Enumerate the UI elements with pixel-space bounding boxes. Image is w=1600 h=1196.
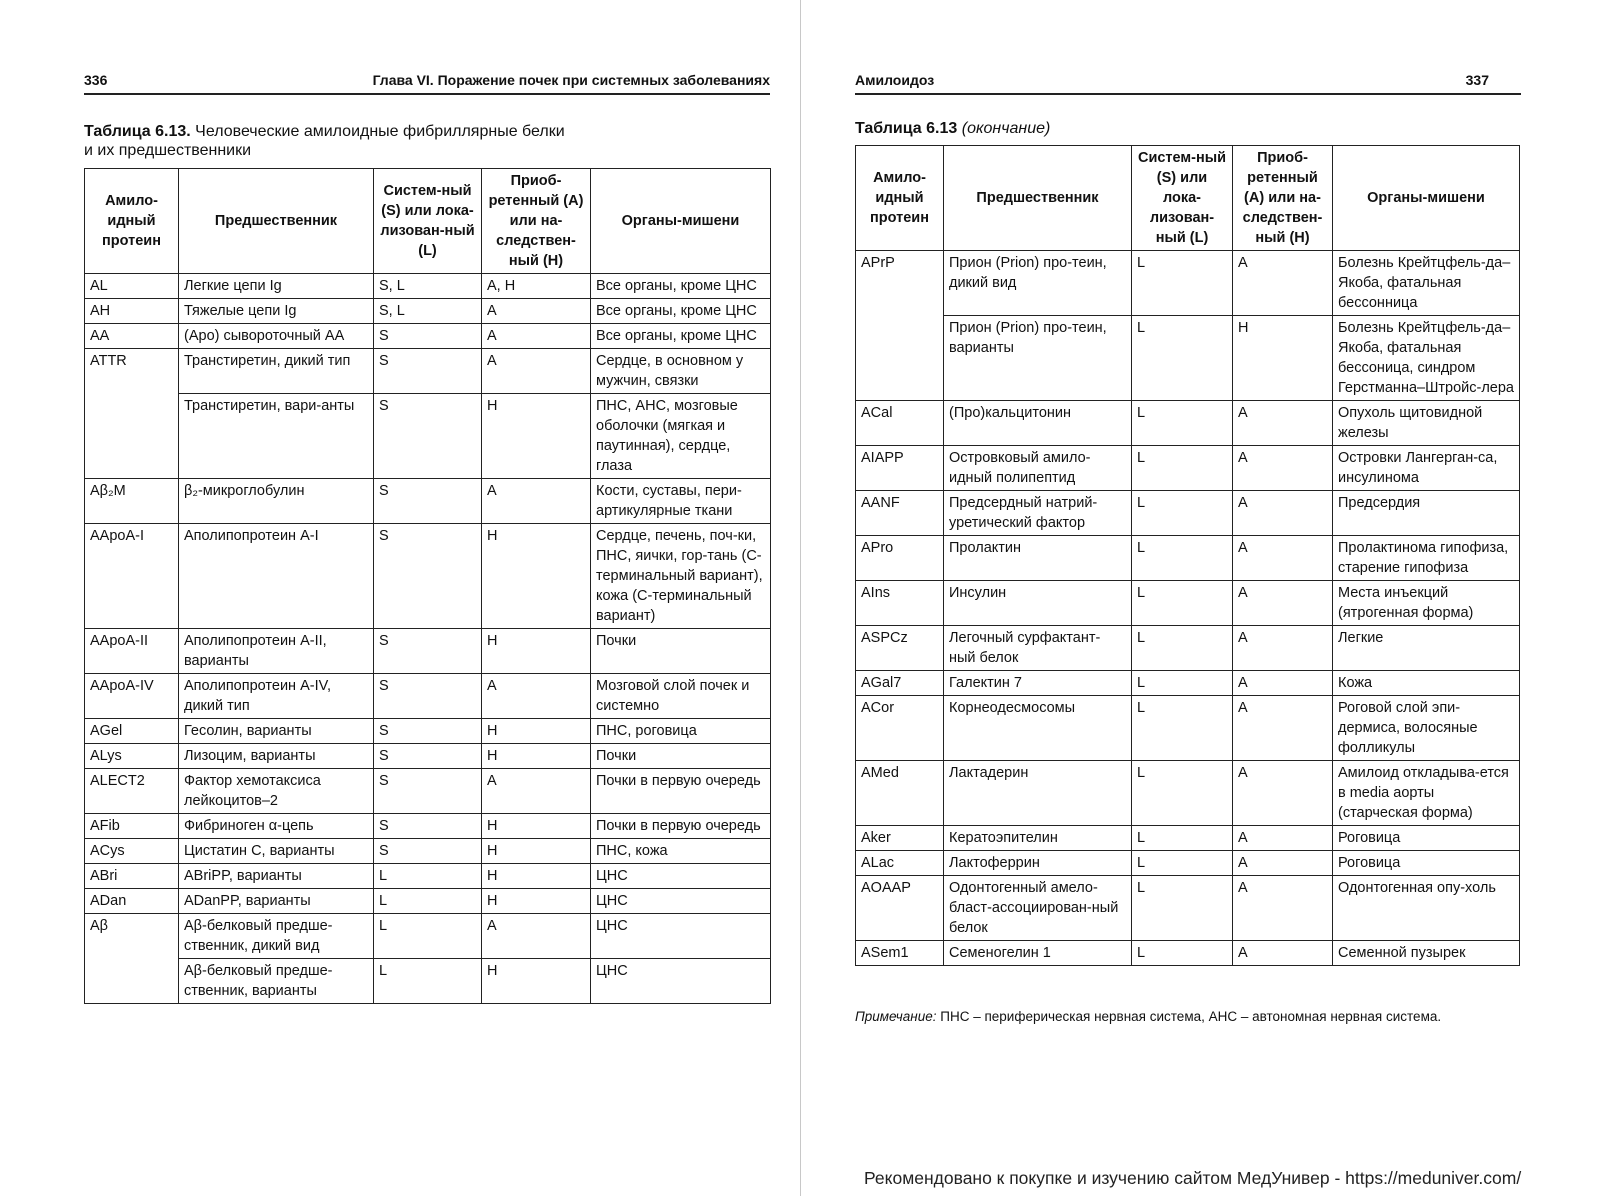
- cell-organs: ПНС, роговица: [591, 719, 771, 744]
- table-caption: [855, 119, 1050, 138]
- cell-systemic: L: [1132, 941, 1233, 966]
- table-note: [855, 1009, 1441, 1024]
- table-header-row: [85, 169, 771, 274]
- note-text: ПНС – периферическая нервная система, АНС – автономная нервная система.: [940, 1009, 1442, 1024]
- table-row: [85, 274, 771, 299]
- cell-protein: AL: [85, 274, 179, 299]
- cell-systemic: L: [1132, 536, 1233, 581]
- cell-organs: ЦНС: [591, 959, 771, 1004]
- cell-precursor: Аполипопротеин A-II, варианты: [179, 629, 374, 674]
- cell-systemic: L: [1132, 581, 1233, 626]
- table-row: [85, 839, 771, 864]
- header-organs: Органы-мишени: [1333, 146, 1520, 251]
- cell-precursor: Aβ-белковый предше-ственник, варианты: [179, 959, 374, 1004]
- table-row: [85, 769, 771, 814]
- cell-acquired: H: [482, 864, 591, 889]
- cell-systemic: L: [1132, 876, 1233, 941]
- cell-organs: Все органы, кроме ЦНС: [591, 324, 771, 349]
- cell-organs: ПНС, АНС, мозговые оболочки (мягкая и паутинная), сердце, глаза: [591, 394, 771, 479]
- cell-systemic: S: [374, 629, 482, 674]
- header-rule: [855, 93, 1521, 95]
- table-row: [85, 524, 771, 629]
- cell-acquired: A: [482, 479, 591, 524]
- table-row: [856, 696, 1520, 761]
- caption-line2: и их предшественники: [84, 142, 252, 159]
- cell-acquired: H: [1233, 316, 1333, 401]
- cell-organs: Все органы, кроме ЦНС: [591, 299, 771, 324]
- cell-protein: ACys: [85, 839, 179, 864]
- cell-acquired: A: [1233, 826, 1333, 851]
- cell-protein: Aker: [856, 826, 944, 851]
- cell-protein: AMed: [856, 761, 944, 826]
- cell-systemic: L: [374, 959, 482, 1004]
- header-acquired: Приоб-ретенный (А) или на-следствен-ный (Н): [1233, 146, 1333, 251]
- cell-systemic: S: [374, 674, 482, 719]
- cell-organs: Сердце, печень, поч-ки, ПНС, яички, гор-тань (С-терминальный вариант), кожа (С-терминальный вариант): [591, 524, 771, 629]
- cell-organs: ПНС, кожа: [591, 839, 771, 864]
- table-row: [85, 324, 771, 349]
- header-organs: Органы-мишени: [591, 169, 771, 274]
- cell-precursor: Цистатин С, варианты: [179, 839, 374, 864]
- cell-systemic: L: [374, 889, 482, 914]
- cell-precursor: Пролактин: [944, 536, 1132, 581]
- cell-protein: ACor: [856, 696, 944, 761]
- cell-precursor: Островковый амило-идный полипептид: [944, 446, 1132, 491]
- cell-protein: AIns: [856, 581, 944, 626]
- cell-systemic: L: [1132, 316, 1233, 401]
- cell-systemic: S: [374, 814, 482, 839]
- cell-organs: Почки: [591, 744, 771, 769]
- table-row: [85, 744, 771, 769]
- cell-protein: ACal: [856, 401, 944, 446]
- cell-protein: ADan: [85, 889, 179, 914]
- cell-organs: Почки в первую очередь: [591, 814, 771, 839]
- cell-acquired: H: [482, 394, 591, 479]
- cell-protein: APrP: [856, 251, 944, 401]
- caption-label: Таблица 6.13.: [84, 123, 191, 140]
- cell-precursor: Фактор хемотаксиса лейкоцитов–2: [179, 769, 374, 814]
- cell-systemic: L: [1132, 251, 1233, 316]
- cell-acquired: H: [482, 959, 591, 1004]
- cell-protein: AA: [85, 324, 179, 349]
- cell-precursor: Фибриноген α-цепь: [179, 814, 374, 839]
- cell-systemic: S: [374, 394, 482, 479]
- table-row: [856, 761, 1520, 826]
- cell-protein: ASPCz: [856, 626, 944, 671]
- cell-protein: AFib: [85, 814, 179, 839]
- cell-acquired: H: [482, 839, 591, 864]
- cell-acquired: A: [1233, 941, 1333, 966]
- cell-organs: Одонтогенная опу-холь: [1333, 876, 1520, 941]
- cell-acquired: H: [482, 889, 591, 914]
- cell-precursor: Лактоферрин: [944, 851, 1132, 876]
- cell-organs: Предсердия: [1333, 491, 1520, 536]
- cell-precursor: Инсулин: [944, 581, 1132, 626]
- cell-acquired: A: [1233, 446, 1333, 491]
- cell-protein: AGel: [85, 719, 179, 744]
- cell-acquired: A: [1233, 671, 1333, 696]
- table-row: [85, 889, 771, 914]
- header-precursor: Предшественник: [944, 146, 1132, 251]
- cell-systemic: L: [1132, 446, 1233, 491]
- cell-organs: Роговица: [1333, 851, 1520, 876]
- cell-systemic: L: [1132, 401, 1233, 446]
- cell-acquired: A: [1233, 536, 1333, 581]
- cell-organs: ЦНС: [591, 864, 771, 889]
- cell-systemic: L: [1132, 696, 1233, 761]
- cell-protein: AApoA-II: [85, 629, 179, 674]
- cell-protein: AOAAP: [856, 876, 944, 941]
- cell-organs: Болезнь Крейтцфель-да–Якоба, фатальная бессонница: [1333, 251, 1520, 316]
- cell-organs: Места инъекций (ятрогенная форма): [1333, 581, 1520, 626]
- cell-acquired: A: [1233, 626, 1333, 671]
- cell-systemic: S: [374, 769, 482, 814]
- cell-acquired: A: [482, 769, 591, 814]
- cell-organs: Опухоль щитовидной железы: [1333, 401, 1520, 446]
- table-row: [856, 941, 1520, 966]
- cell-protein: ALECT2: [85, 769, 179, 814]
- cell-organs: Почки в первую очередь: [591, 769, 771, 814]
- cell-precursor: Транстиретин, вари-анты: [179, 394, 374, 479]
- header-systemic: Систем-ный (S) или лока-лизован-ный (L): [374, 169, 482, 274]
- footer-recommendation: Рекомендовано к покупке и изучению сайтом МедУнивер - https://meduniver.com/: [864, 1168, 1522, 1188]
- cell-precursor: Тяжелые цепи Ig: [179, 299, 374, 324]
- cell-precursor: Семеногелин 1: [944, 941, 1132, 966]
- cell-protein: AGal7: [856, 671, 944, 696]
- page-number: 337: [1465, 72, 1489, 88]
- cell-protein: ASem1: [856, 941, 944, 966]
- book-spine: [800, 0, 801, 1196]
- caption-text: (окончание): [961, 120, 1051, 137]
- cell-protein: APro: [856, 536, 944, 581]
- table-row: [856, 251, 1520, 316]
- table-row: [85, 719, 771, 744]
- cell-systemic: L: [374, 864, 482, 889]
- cell-organs: ЦНС: [591, 889, 771, 914]
- cell-protein: ALys: [85, 744, 179, 769]
- cell-acquired: A: [1233, 581, 1333, 626]
- table-row: [856, 491, 1520, 536]
- cell-precursor: Предсердный натрий-уретический фактор: [944, 491, 1132, 536]
- cell-organs: Сердце, в основном у мужчин, связки: [591, 349, 771, 394]
- cell-organs: Почки: [591, 629, 771, 674]
- cell-precursor: Лизоцим, варианты: [179, 744, 374, 769]
- cell-organs: Семенной пузырек: [1333, 941, 1520, 966]
- caption-text: Человеческие амилоидные фибриллярные белки: [195, 123, 565, 140]
- cell-precursor: Прион (Prion) про-теин, дикий вид: [944, 251, 1132, 316]
- cell-systemic: S: [374, 324, 482, 349]
- cell-precursor: Кератоэпителин: [944, 826, 1132, 851]
- cell-acquired: H: [482, 524, 591, 629]
- cell-precursor: Легочный сурфактант-ный белок: [944, 626, 1132, 671]
- table-row: [856, 626, 1520, 671]
- cell-acquired: A: [482, 914, 591, 959]
- cell-acquired: A: [1233, 491, 1333, 536]
- note-label: Примечание:: [855, 1009, 937, 1024]
- table-row: [856, 536, 1520, 581]
- cell-organs: Роговица: [1333, 826, 1520, 851]
- cell-systemic: L: [1132, 626, 1233, 671]
- cell-systemic: S: [374, 839, 482, 864]
- cell-precursor: Прион (Prion) про-теин, варианты: [944, 316, 1132, 401]
- cell-precursor: Аполипопротеин A-I: [179, 524, 374, 629]
- table-row: [856, 826, 1520, 851]
- cell-organs: Островки Лангерган-са, инсулинома: [1333, 446, 1520, 491]
- cell-acquired: A: [1233, 761, 1333, 826]
- cell-precursor: Одонтогенный амело-бласт-ассоциирован-ный белок: [944, 876, 1132, 941]
- table-caption: [84, 122, 565, 160]
- header-protein: Амило-идный протеин: [856, 146, 944, 251]
- table-row: [856, 851, 1520, 876]
- cell-acquired: A: [1233, 876, 1333, 941]
- cell-organs: Все органы, кроме ЦНС: [591, 274, 771, 299]
- table-row: [85, 479, 771, 524]
- cell-organs: Амилоид откладыва-ется в media аорты (старческая форма): [1333, 761, 1520, 826]
- cell-protein: AIAPP: [856, 446, 944, 491]
- running-head: Амилоидоз: [855, 72, 935, 88]
- table-row: [85, 914, 771, 959]
- table-row: [85, 629, 771, 674]
- cell-protein: AH: [85, 299, 179, 324]
- cell-systemic: S, L: [374, 299, 482, 324]
- table-row: [85, 299, 771, 324]
- cell-precursor: (Про)кальцитонин: [944, 401, 1132, 446]
- header-protein: Амило-идный протеин: [85, 169, 179, 274]
- running-head: Глава VI. Поражение почек при системных заболеваниях: [372, 72, 770, 88]
- cell-organs: Болезнь Крейтцфель-да–Якоба, фатальная бессоница, синдром Герстманна–Штройс-лера: [1333, 316, 1520, 401]
- table-row: [85, 814, 771, 839]
- cell-systemic: L: [1132, 826, 1233, 851]
- cell-systemic: L: [1132, 671, 1233, 696]
- cell-precursor: Лактадерин: [944, 761, 1132, 826]
- caption-label: Таблица 6.13: [855, 120, 958, 137]
- table-row: [85, 349, 771, 394]
- cell-systemic: S: [374, 349, 482, 394]
- cell-organs: Пролактинома гипофиза, старение гипофиза: [1333, 536, 1520, 581]
- cell-systemic: S: [374, 479, 482, 524]
- cell-precursor: Aβ-белковый предше-ственник, дикий вид: [179, 914, 374, 959]
- cell-organs: ЦНС: [591, 914, 771, 959]
- table-row: [856, 581, 1520, 626]
- cell-systemic: L: [1132, 761, 1233, 826]
- cell-systemic: L: [1132, 851, 1233, 876]
- cell-organs: Мозговой слой почек и системно: [591, 674, 771, 719]
- cell-precursor: Гесолин, варианты: [179, 719, 374, 744]
- cell-protein: ATTR: [85, 349, 179, 479]
- table-row: [856, 401, 1520, 446]
- table-row: [85, 674, 771, 719]
- header-systemic: Систем-ный (S) или лока-лизован-ный (L): [1132, 146, 1233, 251]
- cell-protein: AANF: [856, 491, 944, 536]
- cell-organs: Кожа: [1333, 671, 1520, 696]
- cell-precursor: β₂-микроглобулин: [179, 479, 374, 524]
- table-row: [856, 876, 1520, 941]
- cell-acquired: H: [482, 744, 591, 769]
- cell-acquired: A: [1233, 401, 1333, 446]
- cell-acquired: H: [482, 719, 591, 744]
- cell-acquired: A: [1233, 251, 1333, 316]
- cell-acquired: A: [482, 299, 591, 324]
- cell-protein: Aβ₂M: [85, 479, 179, 524]
- table-row: [856, 316, 1520, 401]
- amyloid-table-continued: [855, 145, 1520, 966]
- cell-acquired: A: [482, 324, 591, 349]
- cell-protein: ALac: [856, 851, 944, 876]
- cell-precursor: ADanPP, варианты: [179, 889, 374, 914]
- cell-protein: ABri: [85, 864, 179, 889]
- cell-acquired: A: [1233, 851, 1333, 876]
- header-acquired: Приоб-ретенный (А) или на-следствен-ный (Н): [482, 169, 591, 274]
- cell-precursor: Транстиретин, дикий тип: [179, 349, 374, 394]
- cell-acquired: H: [482, 814, 591, 839]
- cell-organs: Кости, суставы, пери-артикулярные ткани: [591, 479, 771, 524]
- cell-protein: Aβ: [85, 914, 179, 1004]
- cell-precursor: ABriPP, варианты: [179, 864, 374, 889]
- cell-systemic: L: [374, 914, 482, 959]
- cell-acquired: A: [1233, 696, 1333, 761]
- cell-systemic: L: [1132, 491, 1233, 536]
- table-row: [856, 446, 1520, 491]
- cell-acquired: H: [482, 629, 591, 674]
- header-rule: [84, 93, 770, 95]
- table-header-row: [856, 146, 1520, 251]
- cell-protein: AApoA-IV: [85, 674, 179, 719]
- amyloid-table: [84, 168, 771, 1004]
- cell-systemic: S: [374, 524, 482, 629]
- cell-acquired: A, H: [482, 274, 591, 299]
- cell-precursor: (Apo) сывороточный AA: [179, 324, 374, 349]
- table-row: [85, 864, 771, 889]
- cell-organs: Роговой слой эпи-дермиса, волосяные фолликулы: [1333, 696, 1520, 761]
- cell-acquired: A: [482, 674, 591, 719]
- cell-systemic: S: [374, 719, 482, 744]
- cell-acquired: A: [482, 349, 591, 394]
- cell-precursor: Аполипопротеин A-IV, дикий тип: [179, 674, 374, 719]
- header-precursor: Предшественник: [179, 169, 374, 274]
- cell-organs: Легкие: [1333, 626, 1520, 671]
- cell-precursor: Легкие цепи Ig: [179, 274, 374, 299]
- cell-precursor: Корнеодесмосомы: [944, 696, 1132, 761]
- cell-precursor: Галектин 7: [944, 671, 1132, 696]
- page-number: 336: [84, 72, 108, 88]
- cell-systemic: S: [374, 744, 482, 769]
- table-row: [85, 394, 771, 479]
- cell-protein: AApoA-I: [85, 524, 179, 629]
- table-row: [856, 671, 1520, 696]
- cell-systemic: S, L: [374, 274, 482, 299]
- table-row: [85, 959, 771, 1004]
